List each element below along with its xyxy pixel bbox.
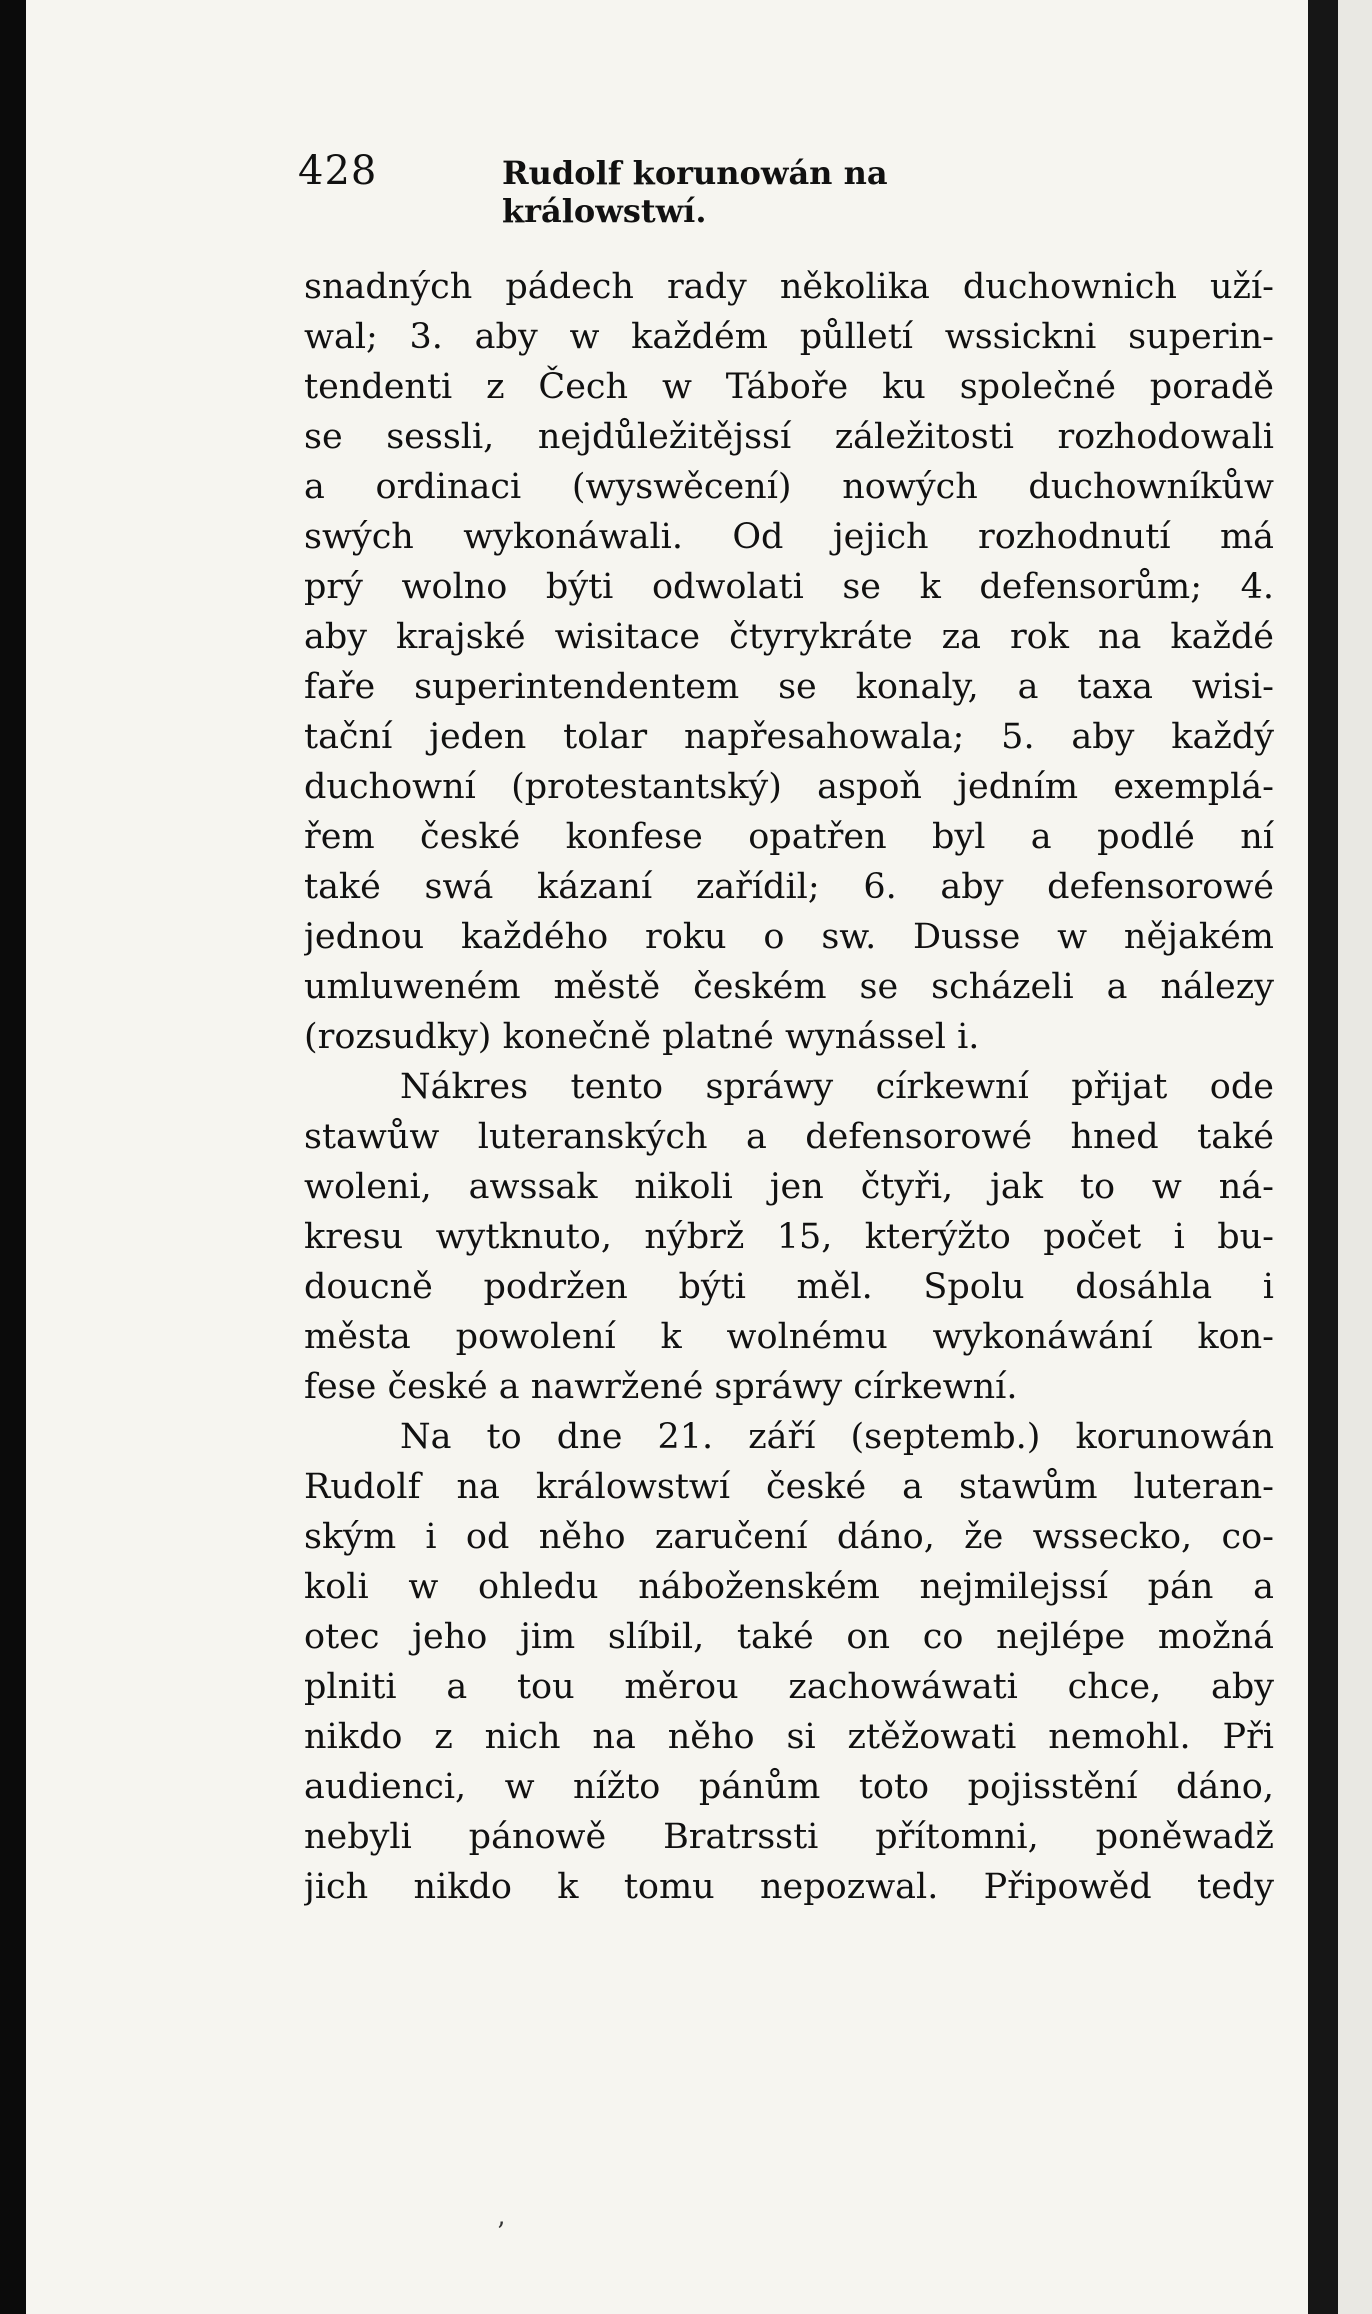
- text-line: ským i od něho zaručení dáno, že wssecko, co-: [304, 1517, 1274, 1557]
- text-line: swých wykonáwali. Od jejich rozhodnutí má: [304, 517, 1274, 557]
- book-page: [26, 0, 1308, 2314]
- body-text: [304, 262, 1274, 1912]
- text-line: plniti a tou měrou zachowáwati chce, aby: [304, 1667, 1274, 1707]
- text-line: řem české konfese opatřen byl a podlé ní: [304, 817, 1274, 857]
- running-title: Rudolf korunowán na králowstwí.: [502, 154, 888, 230]
- text-line: jich nikdo k tomu nepozwal. Připowěd tedy: [304, 1867, 1274, 1907]
- text-line: faře superintendentem se konaly, a taxa wisi-: [304, 667, 1274, 707]
- text-line: prý wolno býti odwolati se k defensorům; 4.: [304, 567, 1274, 607]
- text-line: Rudolf na králowstwí české a stawům luteran-: [304, 1467, 1274, 1507]
- text-line: fese české a nawržené spráwy církewní.: [304, 1367, 1018, 1407]
- text-line: doucně podržen býti měl. Spolu dosáhla i: [304, 1267, 1274, 1307]
- text-line: nikdo z nich na něho si ztěžowati nemohl. Při: [304, 1717, 1274, 1757]
- text-line: se sessli, nejdůležitějssí záležitosti rozhodowali: [304, 417, 1274, 457]
- text-line: Nákres tento spráwy církewní přijat ode: [400, 1067, 1274, 1107]
- page-number: 428: [298, 148, 378, 194]
- text-line: woleni, awssak nikoli jen čtyři, jak to w ná-: [304, 1167, 1274, 1207]
- text-line: duchowní (protestantský) aspoň jedním exemplá-: [304, 767, 1274, 807]
- text-line: také swá kázaní zařídil; 6. aby defensorowé: [304, 867, 1274, 907]
- page-gutter-shadow: [1308, 0, 1338, 2314]
- text-line: nebyli pánowě Bratrssti přítomni, poněwadž: [304, 1817, 1274, 1857]
- text-line: a ordinaci (wyswěcení) nowých duchowníkůw: [304, 467, 1274, 507]
- text-line: jednou každého roku o sw. Dusse w nějakém: [304, 917, 1274, 957]
- text-line: tendenti z Čech w Táboře ku společné poradě: [304, 367, 1274, 407]
- text-line: Na to dne 21. září (septemb.) korunowán: [400, 1417, 1274, 1457]
- text-line: otec jeho jim slíbil, také on co nejlépe možná: [304, 1617, 1274, 1657]
- text-line: audienci, w nížto pánům toto pojisstění dáno,: [304, 1767, 1274, 1807]
- text-line: (rozsudky) konečně platné wynássel i.: [304, 1017, 980, 1057]
- text-line: stawůw luteranských a defensorowé hned také: [304, 1117, 1274, 1157]
- page-header: [272, 148, 1102, 230]
- text-line: umluweném městě českém se scházeli a nálezy: [304, 967, 1274, 1007]
- text-line: kresu wytknuto, nýbrž 15, kterýžto počet i bu-: [304, 1217, 1274, 1257]
- next-page-edge: [1338, 0, 1372, 2314]
- text-line: koli w ohledu náboženském nejmilejssí pán a: [304, 1567, 1274, 1607]
- stray-ink-mark: ʼ: [496, 2218, 505, 2248]
- text-line: města powolení k wolnému wykonáwání kon-: [304, 1317, 1274, 1357]
- text-line: wal; 3. aby w každém půlletí wssickni superin-: [304, 317, 1274, 357]
- text-line: tační jeden tolar napřesahowala; 5. aby každý: [304, 717, 1274, 757]
- text-line: aby krajské wisitace čtyrykráte za rok na každé: [304, 617, 1274, 657]
- text-line: snadných pádech rady několika duchownich uží-: [304, 267, 1274, 307]
